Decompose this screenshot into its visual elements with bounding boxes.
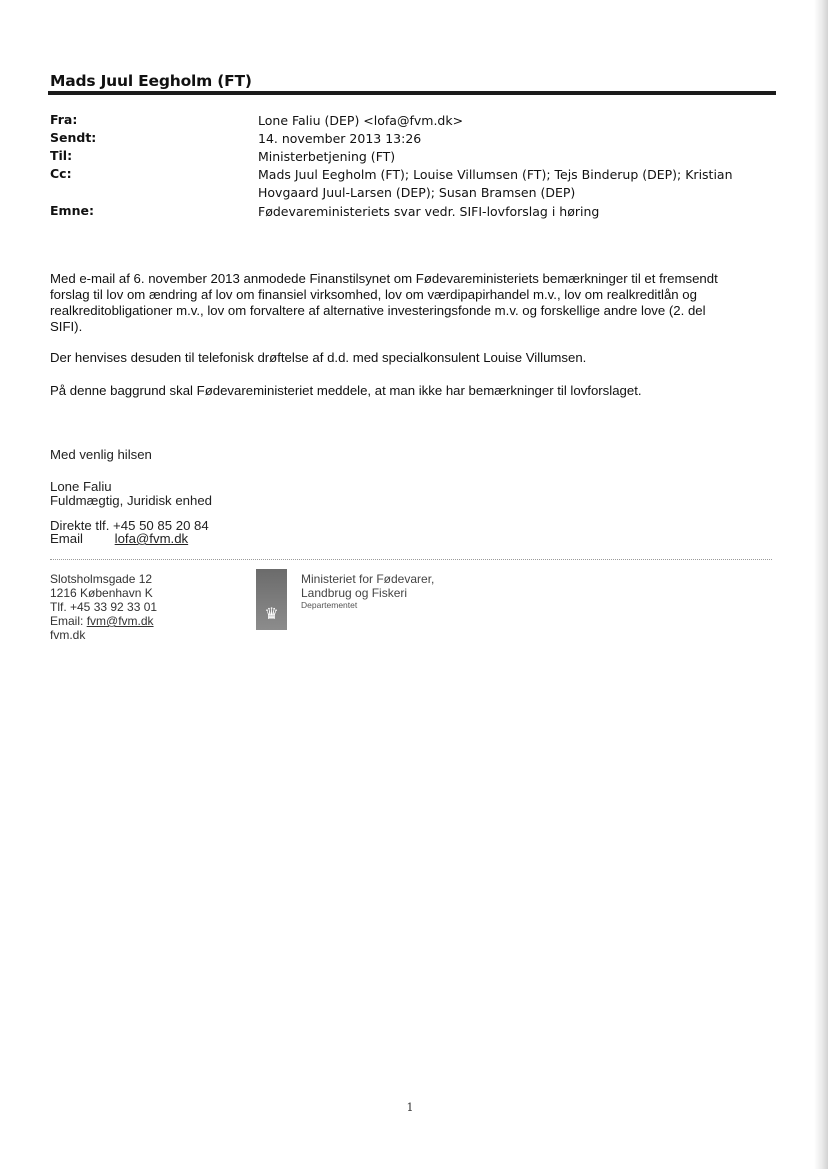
crown-logo-icon: ♛ bbox=[264, 606, 279, 623]
from-value: Lone Faliu (DEP) <lofa@fvm.dk> bbox=[258, 113, 464, 128]
cc-value-line1: Mads Juul Eegholm (FT); Louise Villumsen (FT); Tejs Binderup (DEP); Kristian bbox=[258, 167, 733, 182]
footer-org-block bbox=[301, 572, 434, 611]
body-paragraph-1-line: forslag til lov om ændring af lov om finansiel virksomhed, lov om værdipapirhandel m.v., lov om realkreditlån og bbox=[50, 287, 697, 302]
footer-phone: Tlf. +45 33 92 33 01 bbox=[50, 600, 158, 614]
signature-name: Lone Faliu bbox=[50, 479, 112, 494]
body-paragraph-1-line: Med e-mail af 6. november 2013 anmodede Finanstilsynet om Fødevareministeriets bemærkninger til et fremsendt bbox=[50, 271, 718, 286]
footer-email-row bbox=[50, 614, 157, 628]
signature-email-link[interactable]: lofa@fvm.dk bbox=[114, 531, 189, 546]
cc-value-line2: Hovgaard Juul-Larsen (DEP); Susan Bramsen (DEP) bbox=[258, 185, 576, 200]
body-paragraph-1-line: SIFI). bbox=[50, 319, 83, 334]
from-label: Fra: bbox=[50, 112, 78, 127]
body-paragraph-3: På denne baggrund skal Fødevareministeriet meddele, at man ikke har bemærkninger til lovforslaget. bbox=[50, 383, 642, 398]
footer-org-department: Departementet bbox=[301, 600, 358, 610]
footer-address-line: Slotsholmsgade 12 bbox=[50, 572, 153, 586]
footer-address-line: 1216 København K bbox=[50, 586, 153, 600]
ministry-logo bbox=[256, 569, 287, 630]
sent-value: 14. november 2013 13:26 bbox=[258, 131, 422, 146]
body-paragraph-1-line: realkreditobligationer m.v., lov om forvaltere af alternative investeringsfonde m.v. og forskellige andre love (2. del bbox=[50, 303, 706, 318]
body-paragraph-1 bbox=[50, 271, 770, 335]
signature-email-label: Email bbox=[50, 531, 83, 546]
footer-address-block bbox=[50, 572, 157, 642]
body-paragraph-2: Der henvises desuden til telefonisk drøftelse af d.d. med specialkonsulent Louise Villumsen. bbox=[50, 350, 587, 365]
footer-org-line: Landbrug og Fiskeri bbox=[301, 586, 408, 600]
footer-website-link[interactable]: fvm.dk bbox=[50, 628, 86, 642]
signature-greeting: Med venlig hilsen bbox=[50, 447, 152, 462]
to-value: Ministerbetjening (FT) bbox=[258, 149, 396, 164]
signature-email-row bbox=[50, 533, 188, 545]
page-edge-shadow bbox=[814, 0, 828, 1169]
header-rule bbox=[48, 91, 776, 95]
subject-value: Fødevareministeriets svar vedr. SIFI-lovforslag i høring bbox=[258, 204, 600, 219]
footer-email-link[interactable]: fvm@fvm.dk bbox=[86, 614, 154, 628]
signature-divider bbox=[50, 559, 772, 560]
signature-phone: +45 50 85 20 84 bbox=[113, 518, 209, 533]
footer-email-label: Email: bbox=[50, 614, 84, 628]
to-label: Til: bbox=[50, 148, 73, 163]
signature-title: Fuldmægtig, Juridisk enhed bbox=[50, 493, 212, 508]
cc-label: Cc: bbox=[50, 166, 72, 181]
footer-org-line: Ministeriet for Fødevarer, bbox=[301, 572, 435, 586]
sender-name-heading: Mads Juul Eegholm (FT) bbox=[50, 72, 252, 90]
signature-phone-label: Direkte tlf. bbox=[50, 518, 110, 533]
page-number: 1 bbox=[406, 1101, 414, 1114]
sent-label: Sendt: bbox=[50, 130, 97, 145]
subject-label: Emne: bbox=[50, 203, 94, 218]
